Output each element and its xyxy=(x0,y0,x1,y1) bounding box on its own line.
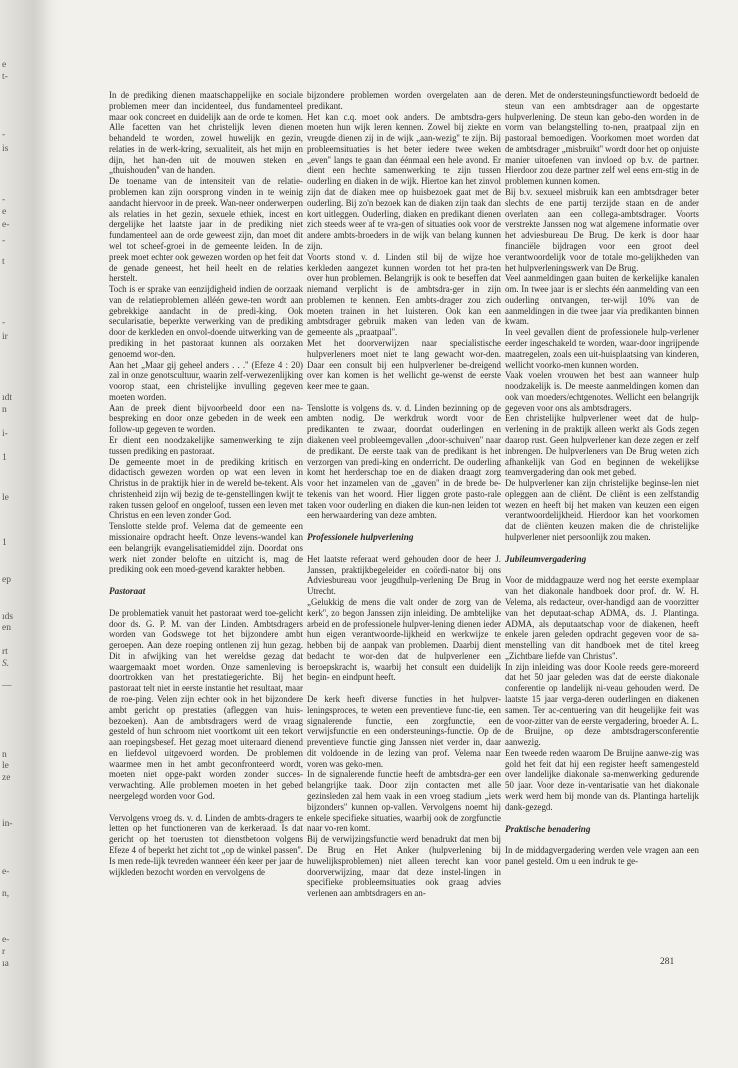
margin-fragment: en xyxy=(2,623,11,633)
paragraph: Aan de preek dient bijvoorbeeld door een na-bespreking en door onze gebeden in de week een follow-up gegeven te worden. xyxy=(109,402,303,435)
margin-fragment: r xyxy=(2,947,6,957)
paragraph: De problematiek vanuit het pastoraat werd toe-gelicht door ds. G. P. M. van der Linden. Ambtsdragers worden van Godswege tot het bijzondere ambt geroepen. Aan deze roeping ontlenen zij hun gezag. Dit in afwijking van het wereldse gezag dat waargemaakt moet worden. Onze samenleving is doortrokken van het prestatiegerichte. Bij het pastoraat telt niet in eerste instantie het resultaat, maar de roe-ping. Velen zijn echter ook in het bijzondere ambt gericht op prestaties (afleggen van huis-bezoeken). Aan de ambtsdragers werd de vraag gesteld of hun schroom niet voortkomt uit een tekort aan roepingsbesef. Het gezag moet uiteraard dienend en liefdevol uitgevoerd worden. De problemen waarmee men in het ambt geconfronteerd wordt, moeten niet opge-pakt worden zonder succes-verwachting. Alle problemen moeten in het gebed neergelegd worden voor God. xyxy=(109,607,303,802)
paragraph: deren. Met de ondersteuningsfunctiewordt bedoeld de steun van een ambtsdrager aan de opgestarte hulpverlening. De steun kan gebo-den worden in de vorm van belangstelling to-nen, praatpaal zijn en pastoraal bemoedigen. Voorkomen moet worden dat de ambtsdrager „misbruikt'' wordt door het op onjuiste manier uitoefenen van invloed op b.v. de partner. Hierdoor zou deze partner zelf wel eens ern-stig in de problemen kunnen komen. xyxy=(505,90,699,187)
paragraph: Bij b.v. sexueel misbruik kan een ambtsdrager beter slechts de ene partij terzijde staan en de ander overlaten aan een collega-ambtsdrager. Voorts verstrekte Janssen nog wat algemene informatie over het adviesbureau De Brug. De kerk is door haar financiële bijdragen voor een groot deel verantwoordelijk voor de totale mo-gelijkheden van het hulpverleningswerk van De Brug. xyxy=(505,187,699,273)
margin-fragment: i- xyxy=(2,429,8,439)
paragraph: De kerk heeft diverse functies in het hulpver-leningsproces, te weten een preventieve func-tie, een signalerende functie, een zorgfunctie, een verwijsfunctie en een ondersteunings-functie. Op de preventieve functie ging Janssen niet verder in, daar dit voldoende in de lezing van prof. Velema naar voren was geko-men. xyxy=(307,694,501,769)
paragraph: De toename van de intensiteit van de relatie-problemen kan zijn oorsprong vinden in te weinig aandacht hiervoor in de preek. Wan-neer onderwerpen als relaties in het gezin, sexuele ethiek, incest en dergelijke het laatste jaar in de prediking niet fundamenteel aan de orde geweest zijn, dan moet dit wel tot scheef-groei in de gemeente leiden. In de preek moet echter ook gewezen worden op het feit dat de genade geneest, het heil heelt en de relaties herstelt. xyxy=(109,176,303,284)
margin-fragment: t xyxy=(2,257,5,267)
paragraph: De hulpverlener kan zijn christelijke beginse-len niet opleggen aan de cliënt. De cliënt is een zelfstandig wezen en heeft bij het maken van keuzen een eigen verantwoordelijkheid. Hierdoor kan het voorkomen dat de cliënten keuzen maken die de christelijke hulpverlener niet persoonlijk zou maken. xyxy=(505,478,699,543)
page-number: 281 xyxy=(660,957,675,967)
paragraph: Vervolgens vroeg ds. v. d. Linden de ambts-dragers te letten op het functioneren van de kerkeraad. Is dat gericht op het toerusten tot dienstbetoon volgens Efeze 4 of beperkt het zicht tot „op de winkel passen''. Is men rede-lijk tevreden wanneer één keer per jaar de wijkleden bezocht worden en vervolgens de xyxy=(109,812,303,877)
paragraph: Het kan c.q. moet ook anders. De ambtsdra-gers moeten hun wijk leren kennen. Zowel bij ziekte en vreugde dienen zij in de wijk „aan-wezig'' te zijn. Bij probleemsituaties is het beter iedere twee weken „even'' langs te gaan dan éénmaal een hele avond. Er dient een hechte samenwerking te zijn tussen ouderling en diaken in de wijk. Hiertoe kan het zinvol zijn dat de diaken mee op huisbezoek gaat met de ouderling. Bij zo'n bezoek kan de diaken zijn taak dan kort uitleggen. Ouderling, diaken en predikant dienen zich steeds weer af te vra-gen of situaties ook voor de andere ambts-broeders in de wijk van belang kunnen zijn. xyxy=(307,111,501,251)
paragraph: In zijn inleiding was door Koole reeds gere-moreerd dat het 50 jaar geleden was dat de eerste diakonale conferentie op landelijk ni-veau gehouden werd. De laatste 15 jaar verga-deren ouderlingen en diakenen samen. Ter ac-centuering van dit heugelijke feit was de voor-zitter van de eerste vergadering, broeder A. L. de Bruijne, op deze ambtsdragersconferentie aanwezig. xyxy=(505,661,699,748)
margin-fragment: e xyxy=(2,60,7,70)
margin-fragment: S. xyxy=(2,659,10,669)
margin-fragment: e xyxy=(2,207,7,217)
paragraph: Aan het „Maar gij geheel anders . . .'' (Efeze 4 : 20) zal in onze genotscultuur, waarin zelf-verwezenlijking voorop staat, een christelijke invulling gegeven moeten worden. xyxy=(109,359,303,402)
paragraph: Er dient een noodzakelijke samenwerking te zijn tussen prediking en pastoraat. xyxy=(109,435,303,456)
margin-fragment: ıds xyxy=(2,612,14,622)
margin-fragment: 1 xyxy=(2,453,7,463)
paragraph: De gemeente moet in de prediking kritisch en didactisch gewezen worden op wat een leven in Christus in de praktijk hier in de wereld be-tekent. Als christenheid zijn wij bezig de te-genstellingen kwijt te raken tussen geloof en ongeloof, tussen een leven met Christus en een leven zonder God. xyxy=(109,456,303,521)
margin-fragment: n xyxy=(2,750,7,760)
margin-fragment: ep xyxy=(2,575,11,585)
paragraph: Een tweede reden waarom De Bruijne aanwe-zig was gold het feit dat hij een register heeft samengesteld over landelijke diakonale sa-menwerking gedurende 50 jaar. Voor deze in-ventarisatie van het diakonale werk werd hem bij monde van ds. Plantinga hartelijk dank-gezegd. xyxy=(505,747,699,812)
margin-fragment: e- xyxy=(2,935,10,945)
margin-fragment: le xyxy=(2,493,9,503)
margin-fragment: in- xyxy=(2,819,13,829)
margin-fragment: n xyxy=(2,405,7,415)
text-column-left xyxy=(109,90,303,877)
page-gutter-shadow xyxy=(0,0,62,1068)
margin-fragment: ze xyxy=(2,773,11,783)
margin-fragment: ıa xyxy=(2,959,9,969)
paragraph: bijzondere problemen worden overgelaten aan de predikant. xyxy=(307,90,501,111)
paragraph: Met het doorverwijzen naar specialistische hulpverleners moet niet te lang gewacht wor-den. Daar een consult bij een hulpverlener be-dreigend over kan komen is het wellicht ge-wenst de eerste keer mee te gaan. xyxy=(307,337,501,392)
paragraph: Voor de middagpauze werd nog het eerste exemplaar van het diakonale handboek door prof. dr. W. H. Velema, als redacteur, over-handigd aan de voorzitter van het deputaat-schap ADMA, ds. J. Plantinga. ADMA, als deputaatschap voor de diakenen, heeft enkele jaren geleden opdracht gegeven voor de sa-menstelling van dit handboek met de titel kreeg „Zichtbare liefde van Christus''. xyxy=(505,575,699,661)
paragraph: In de middagvergadering werden vele vragen aan een panel gesteld. Om u een indruk te ge- xyxy=(505,845,699,866)
paragraph: Vaak voelen vrouwen het best aan wanneer hulp noodzakelijk is. De meeste aanmeldingen komen dan ook van moeders/echtgenotes. Wellicht een belangrijk gegeven voor ons als ambtsdragers. xyxy=(505,370,699,413)
paragraph: Voorts stond v. d. Linden stil bij de wijze hoe kerkleden aangezet kunnen worden tot het pra-ten over hun problemen. Belangrijk is ook te beseffen dat niemand verplicht is de ambtsdra-ger in zijn problemen te kennen. Een ambts-drager zou zich moeten trainen in het luisteren. Ook kan een ambtsdrager gebruik maken van leden van de gemeente als „praatpaal''. xyxy=(307,251,501,338)
margin-fragment: t- xyxy=(2,72,8,82)
margin-fragment: — xyxy=(2,681,12,691)
paragraph: Tenslotte is volgens ds. v. d. Linden bezinning op de ambten nodig. De werkdruk wordt voor de predikanten te zwaar, doordat ouderlingen en diakenen veel probleemgevallen „door-schuiven'' naar de predikant. De eerste taak van de predikant is het verzorgen van predi-king en onderricht. De ouderling komt het herderschap toe en de diaken draagt zorg voor het inzamelen van de „gaven'' in de brede be-tekenis van het woord. Hier liggen grote pasto-rale taken voor ouderling en diaken die kun-nen leiden tot een herwaardering van deze ambten. xyxy=(307,402,501,521)
paragraph: „Gelukkig de mens die valt onder de zorg van de kerk'', zo begon Janssen zijn inleiding. De ambtelijke arbeid en de professionele hulpver-lening dienen ieder hun eigen verantwoorde-lijkheid en werkwijze te hebben bij de aanpak van problemen. Daarbij dient bedacht te wor-den dat de hulpverlener een beroepskracht is, waarbij het consult een duidelijk begin- en eindpunt heeft. xyxy=(307,596,501,683)
margin-fragment: e- xyxy=(2,867,10,877)
paragraph: Toch is er sprake van eenzijdigheid indien de oorzaak van de relatieproblemen alléén gewe-ten wordt aan gebrekkige aandacht in de predi-king. Ook secularisatie, beperkte verwerking van de prediking door de kerkleden en onvol-doende uitwerking van de prediking in het pastoraat kunnen als oorzaken genoemd wor-den. xyxy=(109,284,303,359)
margin-fragment: ıdt xyxy=(2,393,13,403)
margin-fragment: n, xyxy=(2,889,10,899)
paragraph: Veel aanmeldingen gaan buiten de kerkelijke kanalen om. In twee jaar is er slechts één aanmelding van een ouderling ontvangen, ter-wijl 10% van de aanmeldingen in die twee jaar via predikanten binnen kwam. xyxy=(505,273,699,327)
margin-fragment: rt xyxy=(2,647,8,657)
section-heading-praktische-benadering: Praktische benadering xyxy=(505,823,591,834)
margin-fragment: 1 xyxy=(2,538,7,548)
paragraph: Het laatste referaat werd gehouden door de heer J. Janssen, praktijkbegeleider en coördi-nator bij ons Adviesbureau voor jeugdhulp-verlening De Brug in Utrecht. xyxy=(307,553,501,597)
paragraph: In veel gevallen dient de professionele hulp-verlener eerder ingeschakeld te worden, waar-door ingrijpende maatregelen, zoals een uit-huisplaatsing van kinderen, wellicht voorko-men kunnen worden. xyxy=(505,327,699,370)
margin-fragment: - xyxy=(2,130,6,140)
margin-fragment: e- xyxy=(2,220,10,230)
paragraph: Een christelijke hulpverlener weet dat de hulp-verlening in de praktijk alleen werkt als Gods zegen daarop rust. Geen hulpverlener kan deze zegen er zelf inbrengen. De hulpverleners van De Brug weten zich afhankelijk van God en beginnen de wekelijkse teamvergadering dan ook met gebed. xyxy=(505,413,699,478)
margin-fragment: - xyxy=(2,236,6,246)
text-column-middle xyxy=(307,90,501,899)
section-heading-pastoraat: Pastoraat xyxy=(109,586,146,597)
margin-fragment: - xyxy=(2,318,6,328)
paragraph: In de signalerende functie heeft de ambtsdra-ger een belangrijke taak. Door zijn contacten met alle gezinsleden zal hem vaak in een vroeg stadium „iets bijzonders'' kunnen op-vallen. Vervolgens noemt hij enkele specifieke situaties, waarbij ook de zorgfunctie naar vo-ren komt. xyxy=(307,769,501,834)
margin-fragment: ir xyxy=(2,332,8,342)
margin-fragment: le xyxy=(2,761,9,771)
paragraph: In de prediking dienen maatschappelijke en sociale problemen meer dan incidenteel, dus fundamenteel maar ook concreet en duidelijk aan de orde te komen. Alle facetten van het christelijk leven dienen behandeld te worden, zowel huwelijk en gezin, relaties in de werk-kring, sexualiteit, als het mijn en dijn, het han-den uit de mouwen steken en „thuishouden'' van de handen. xyxy=(109,90,303,176)
margin-fragment: - xyxy=(2,195,6,205)
section-heading-professionele-hulpverlening: Professionele hulpverlening xyxy=(307,532,414,543)
paragraph: Bij de verwijzingsfunctie werd benadrukt dat men bij De Brug en Het Anker (hulpverlening bij huwelijksproblemen) niet alleen terecht kan voor doorverwijzing, maar dat deze instel-lingen in specifieke probleemsituaties ook graag advies verlenen aan ambtsdragers en an- xyxy=(307,834,501,899)
section-heading-jubileumvergadering: Jubileumvergadering xyxy=(505,553,587,564)
margin-fragment: is xyxy=(2,144,9,154)
paragraph: Tenslotte stelde prof. Velema dat de gemeente een missionaire opdracht heeft. Onze levens-wandel kan een belangrijk evangelisatiemiddel zijn. Doordat ons werk niet zonder belofte en uitzicht is, mag de prediking ook een moed-gevend karakter hebben. xyxy=(109,521,303,575)
text-column-right xyxy=(505,90,699,867)
